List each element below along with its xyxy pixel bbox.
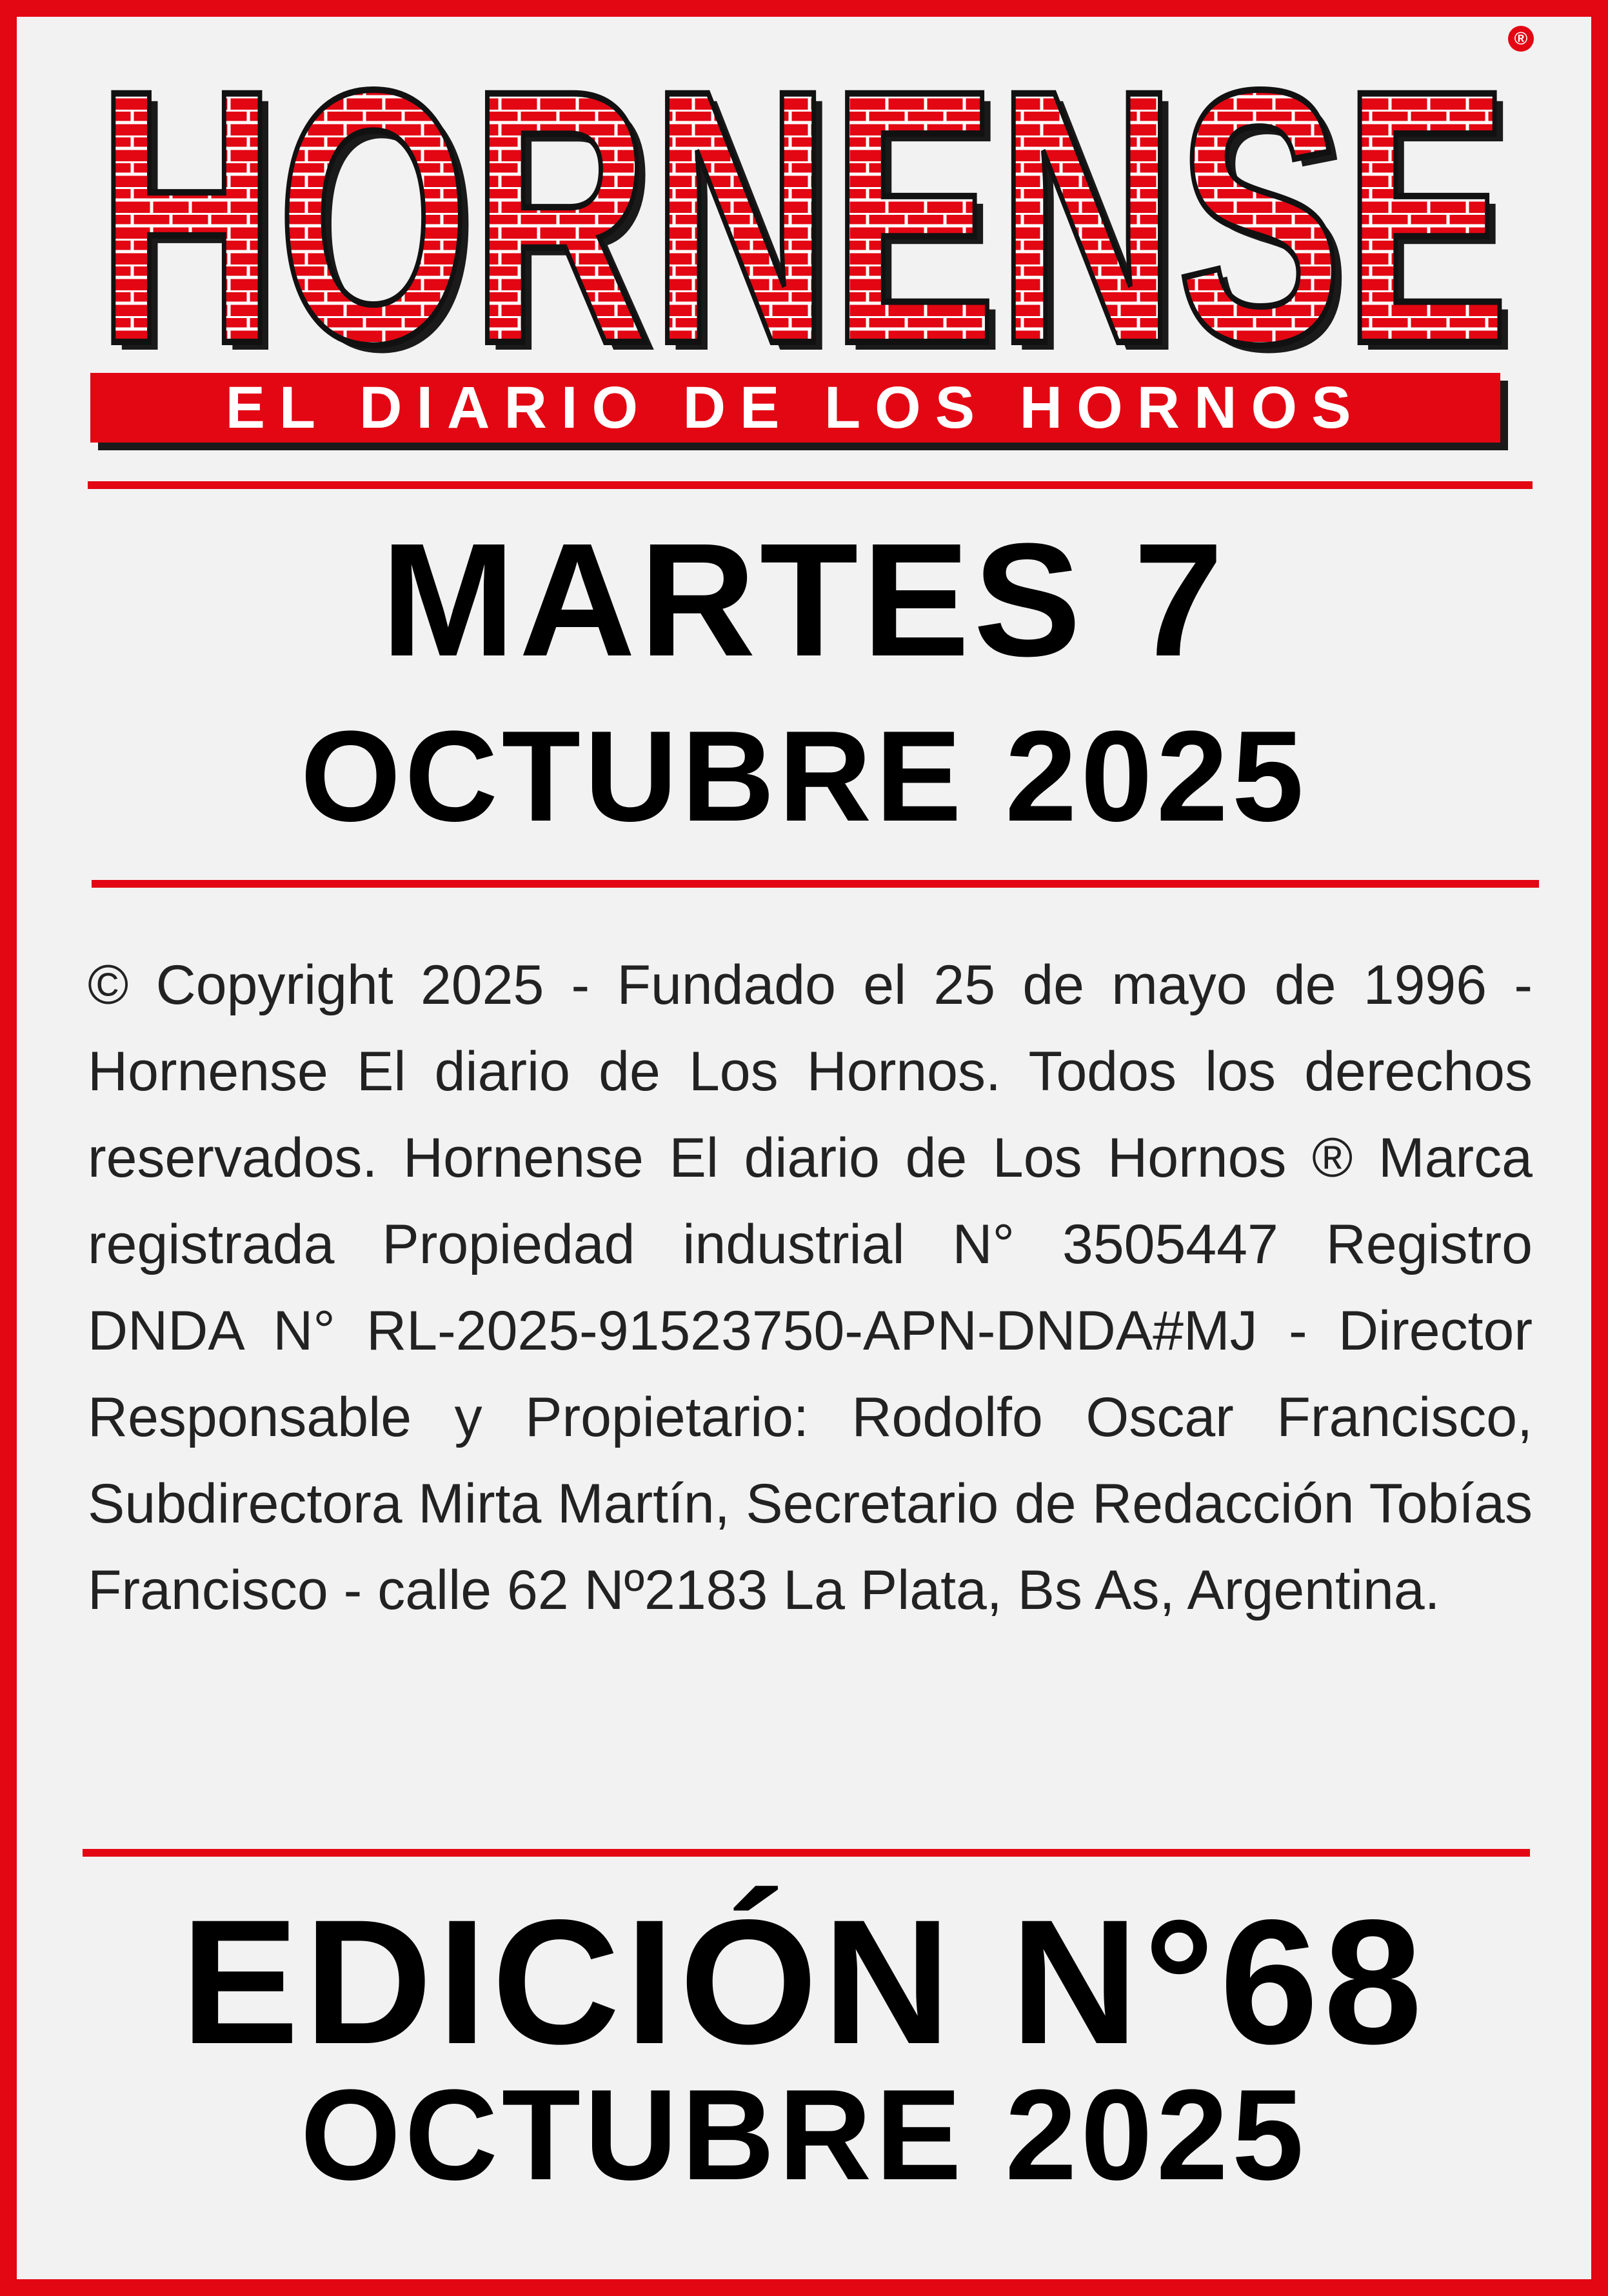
legal-notice: © Copyright 2025 - Fundado el 25 de mayo de 1996 - Hornense El diario de Los Hornos. Todos los derechos reservados. Hornense El diario de Los Hornos ® Marca registrada Propiedad industrial N° 3505447 Registro DNDA N° RL-2025-91523750-APN-DNDA#MJ - Director Responsable y Propietario: Rodolfo Oscar Francisco, Subdirectora Mirta Martín, Secretario de Redacción Tobías Francisco - calle 62 Nº2183 La Plata, Bs As, Argentina.: [88, 954, 1533, 1621]
edition-number: EDICIÓN N°68: [181, 1883, 1427, 2081]
logo-text: HORNENSE: [97, 58, 1509, 361]
date-day: MARTES 7: [381, 510, 1227, 690]
logo-shadow-text: HORNENSE: [105, 58, 1518, 361]
divider-top: [88, 481, 1533, 489]
registered-mark-icon: ®: [1508, 26, 1534, 52]
divider-middle: [92, 880, 1539, 888]
divider-bottom: [83, 1849, 1530, 1857]
tagline-bar: [90, 373, 1500, 443]
tagline-text: EL DIARIO DE LOS HORNOS: [225, 374, 1365, 441]
date-month-year: OCTUBRE 2025: [300, 704, 1308, 848]
masthead-logo: [84, 58, 1522, 361]
edition-month-year: OCTUBRE 2025: [300, 2063, 1308, 2207]
